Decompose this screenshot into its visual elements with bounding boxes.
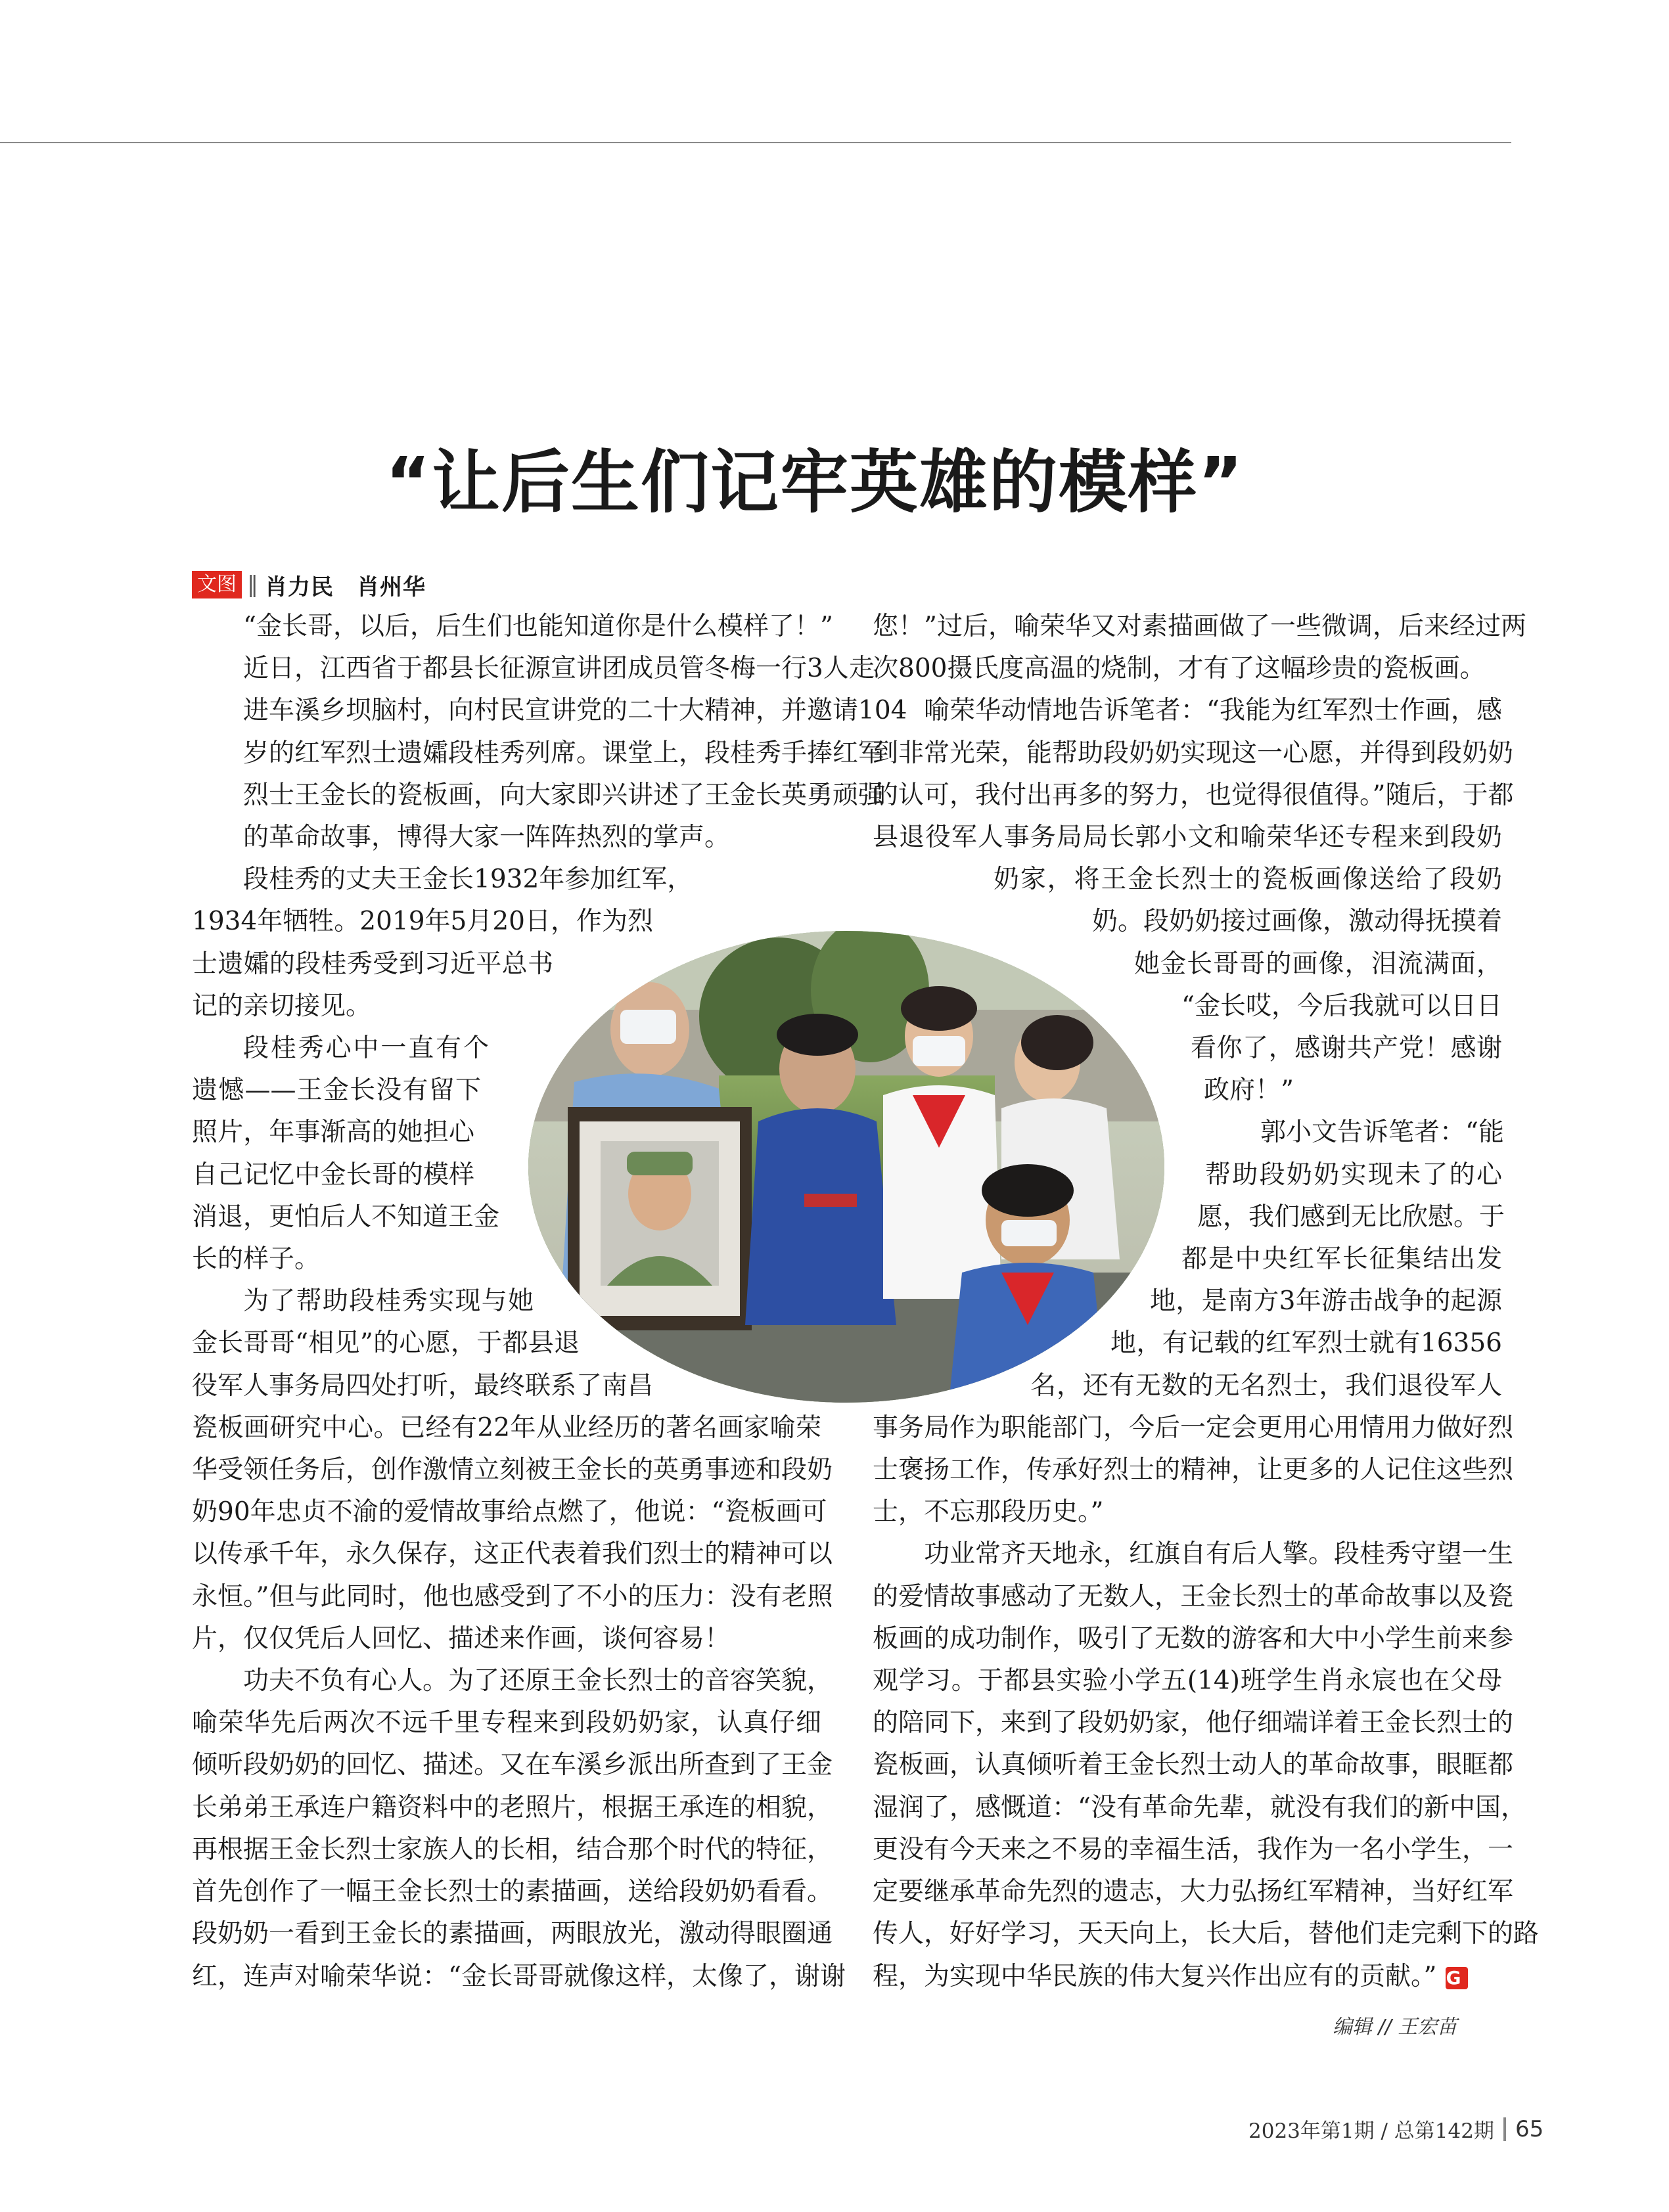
text-line: 段奶奶一看到王金长的素描画，两眼放光，激动得眼圈通: [192, 1919, 833, 1949]
text-line: “金长哥，以后，后生们也能知道你是什么模样了！”: [243, 612, 833, 641]
footer-separator: [1503, 2117, 1506, 2141]
editor-credit: 编辑 // 王宏苗: [1333, 2016, 1457, 2039]
text-line: 观学习。于都县实验小学五(14)班学生肖永宸也在父母: [873, 1666, 1502, 1696]
text-line: 金长哥哥“相见”的心愿，于都县退: [192, 1328, 580, 1359]
photo-oval: [528, 931, 1164, 1403]
text-line: 奶90年忠贞不渝的爱情故事给点燃了，他说：“瓷板画可: [192, 1497, 827, 1527]
text-line: 传人，好好学习，天天向上，长大后，替他们走完剩下的路: [873, 1919, 1540, 1949]
text-line: 都是中央红军长征集结出发: [1181, 1244, 1502, 1275]
text-line: 到非常光荣，能帮助段奶奶实现这一心愿，并得到段奶奶: [873, 738, 1514, 768]
issue-info: 2023年第1期 / 总第142期: [1248, 2119, 1494, 2143]
text-line: 瓷板画研究中心。已经有22年从业经历的著名画家喻荣: [192, 1412, 821, 1443]
text-line: 帮助段奶奶实现未了的心: [1205, 1160, 1502, 1190]
text-line: 红，连声对喻荣华说：“金长哥哥就像这样，太像了，谢谢: [192, 1961, 846, 1991]
text-line: 的认可，我付出再多的努力，也觉得很值得。”随后，于都: [873, 780, 1514, 810]
text-line: 华受领任务后，创作激情立刻被王金长的英勇事迹和段奶: [192, 1455, 833, 1485]
text-line: 板画的成功制作，吸引了无数的游客和大中小学生前来参: [873, 1623, 1514, 1654]
text-line: 岁的红军烈士遗孀段桂秀列席。课堂上，段桂秀手捧红军: [243, 738, 884, 768]
text-line: 次800摄氏度高温的烧制，才有了这幅珍贵的瓷板画。: [873, 654, 1486, 684]
page-footer: [1248, 2114, 1543, 2144]
text-line: 看你了，感谢共产党！感谢: [1191, 1033, 1502, 1064]
text-line: 照片，年事渐高的她担心: [192, 1117, 474, 1148]
photo-elderly-woman-with-portrait-and-pioneers-icon: [528, 931, 1164, 1403]
text-line: 自己记忆中金长哥的模样: [192, 1160, 474, 1190]
text-line: [873, 1956, 1502, 1998]
text-line: 奶。段奶奶接过画像，激动得抚摸着: [1092, 907, 1503, 937]
text-line: 名，还有无数的无名烈士，我们退役军人: [1030, 1370, 1502, 1401]
text-line: 近日，江西省于都县长征源宣讲团成员管冬梅一行3人走: [243, 654, 875, 684]
text-line: 烈士王金长的瓷板画，向大家即兴讲述了王金长英勇顽强: [243, 780, 884, 810]
page-number: 65: [1515, 2115, 1544, 2142]
text-line: 再根据王金长烈士家族人的长相，结合那个时代的特征，: [192, 1834, 833, 1864]
text-line: 的爱情故事感动了无数人，王金长烈士的革命故事以及瓷: [873, 1581, 1514, 1612]
text-line: 地，是南方3年游击战争的起源: [1150, 1286, 1502, 1317]
text-line: 的革命故事，博得大家一阵阵热烈的掌声。: [243, 823, 731, 853]
text-line: 她金长哥哥的画像，泪流满面，: [1134, 949, 1502, 979]
text-line: 奶家，将王金长烈士的瓷板画像送给了段奶: [994, 865, 1502, 895]
text-line: 湿润了，感慨道：“没有革命先辈，就没有我们的新中国，: [873, 1792, 1526, 1822]
text-line: 段桂秀心中一直有个: [243, 1033, 489, 1064]
text-line: 愿，我们感到无比欣慰。于: [1197, 1202, 1505, 1232]
text-line: 您！”过后，喻荣华又对素描画做了一些微调，后来经过两: [873, 612, 1526, 641]
text-line: 功夫不负有心人。为了还原王金长烈士的音容笑貌，: [243, 1666, 833, 1696]
paragraph: [192, 1660, 846, 1998]
text-line: 的陪同下，来到了段奶奶家，他仔细端详着王金长烈士的: [873, 1708, 1514, 1738]
byline-separator: ‖: [247, 572, 258, 598]
text-line: 地，有记载的红军烈士就有16356: [1110, 1328, 1502, 1359]
text-line: 为了帮助段桂秀实现与她: [243, 1286, 534, 1317]
text-line: 消退，更怕后人不知道王金: [192, 1202, 500, 1232]
text-line: 更没有今天来之不易的幸福生活，我作为一名小学生，一: [873, 1834, 1514, 1864]
text-line: 政府！”: [1204, 1075, 1294, 1106]
text-line: 片，仅仅凭后人回忆、描述来作画，谈何容易！: [192, 1623, 731, 1654]
text-line: 倾听段奶奶的回忆、描述。又在车溪乡派出所查到了王金: [192, 1750, 833, 1780]
text-line: 功业常齐天地永，红旗自有后人擎。段桂秀守望一生: [924, 1539, 1514, 1569]
byline-authors: 肖力民 肖州华: [265, 574, 426, 600]
text-line: “金长哎，今后我就可以日日: [1181, 991, 1502, 1021]
text-line: 士，不忘那段历史。”: [873, 1497, 1104, 1527]
text-line: 永恒。”但与此同时，他也感受到了不小的压力：没有老照: [192, 1581, 833, 1612]
text-line: 瓷板画，认真倾听着王金长烈士动人的革命故事，眼眶都: [873, 1750, 1514, 1780]
text-line: 长的样子。: [192, 1244, 321, 1275]
text-line: 遗憾——王金长没有留下: [192, 1075, 481, 1106]
text-line: 进车溪乡坝脑村，向村民宣讲党的二十大精神，并邀请104: [243, 696, 907, 726]
paragraph: [192, 606, 907, 859]
text-line: 县退役军人事务局局长郭小文和喻荣华还专程来到段奶: [873, 823, 1502, 853]
text-line: 事务局作为职能部门，今后一定会更用心用情用力做好烈: [873, 1412, 1514, 1443]
text-line: 喻荣华动情地告诉笔者：“我能为红军烈士作画，感: [924, 696, 1502, 726]
text-line: 长弟弟王承连户籍资料中的老照片，根据王承连的相貌，: [192, 1792, 833, 1822]
text-line: 士褒扬工作，传承好烈士的精神，让更多的人记住这些烈: [873, 1455, 1514, 1485]
text-line: 以传承千年，永久保存，这正代表着我们烈士的精神可以: [192, 1539, 833, 1569]
article-title: “让后生们记牢英雄的模样”: [385, 441, 1245, 522]
text-line: 士遗孀的段桂秀受到习近平总书: [192, 949, 553, 979]
text-line: 段桂秀的丈夫王金长1932年参加红军，: [243, 865, 693, 895]
text-line: 1934年牺牲。2019年5月20日，作为烈: [192, 907, 653, 937]
text-line: 役军人事务局四处打听，最终联系了南昌: [192, 1370, 654, 1401]
paragraph: [873, 1533, 1540, 1997]
text-line: 首先创作了一幅王金长烈士的素描画，送给段奶奶看看。: [192, 1877, 833, 1907]
text-line: 喻荣华先后两次不远千里专程来到段奶奶家，认真仔细: [192, 1708, 821, 1738]
byline-tag: 文图: [192, 571, 242, 598]
byline: [192, 570, 426, 599]
paragraph: [873, 606, 1526, 690]
text-line: 郭小文告诉笔者：“能: [1260, 1117, 1504, 1148]
text-line-content: 程，为实现中华民族的伟大复兴作出应有的贡献。”: [873, 1961, 1437, 1991]
end-mark-icon: G: [1446, 1967, 1468, 1989]
top-rule: [0, 142, 1511, 143]
text-line: 定要继承革命先烈的遗志，大力弘扬红军精神，当好红军: [873, 1877, 1514, 1907]
text-line: 记的亲切接见。: [192, 991, 372, 1021]
